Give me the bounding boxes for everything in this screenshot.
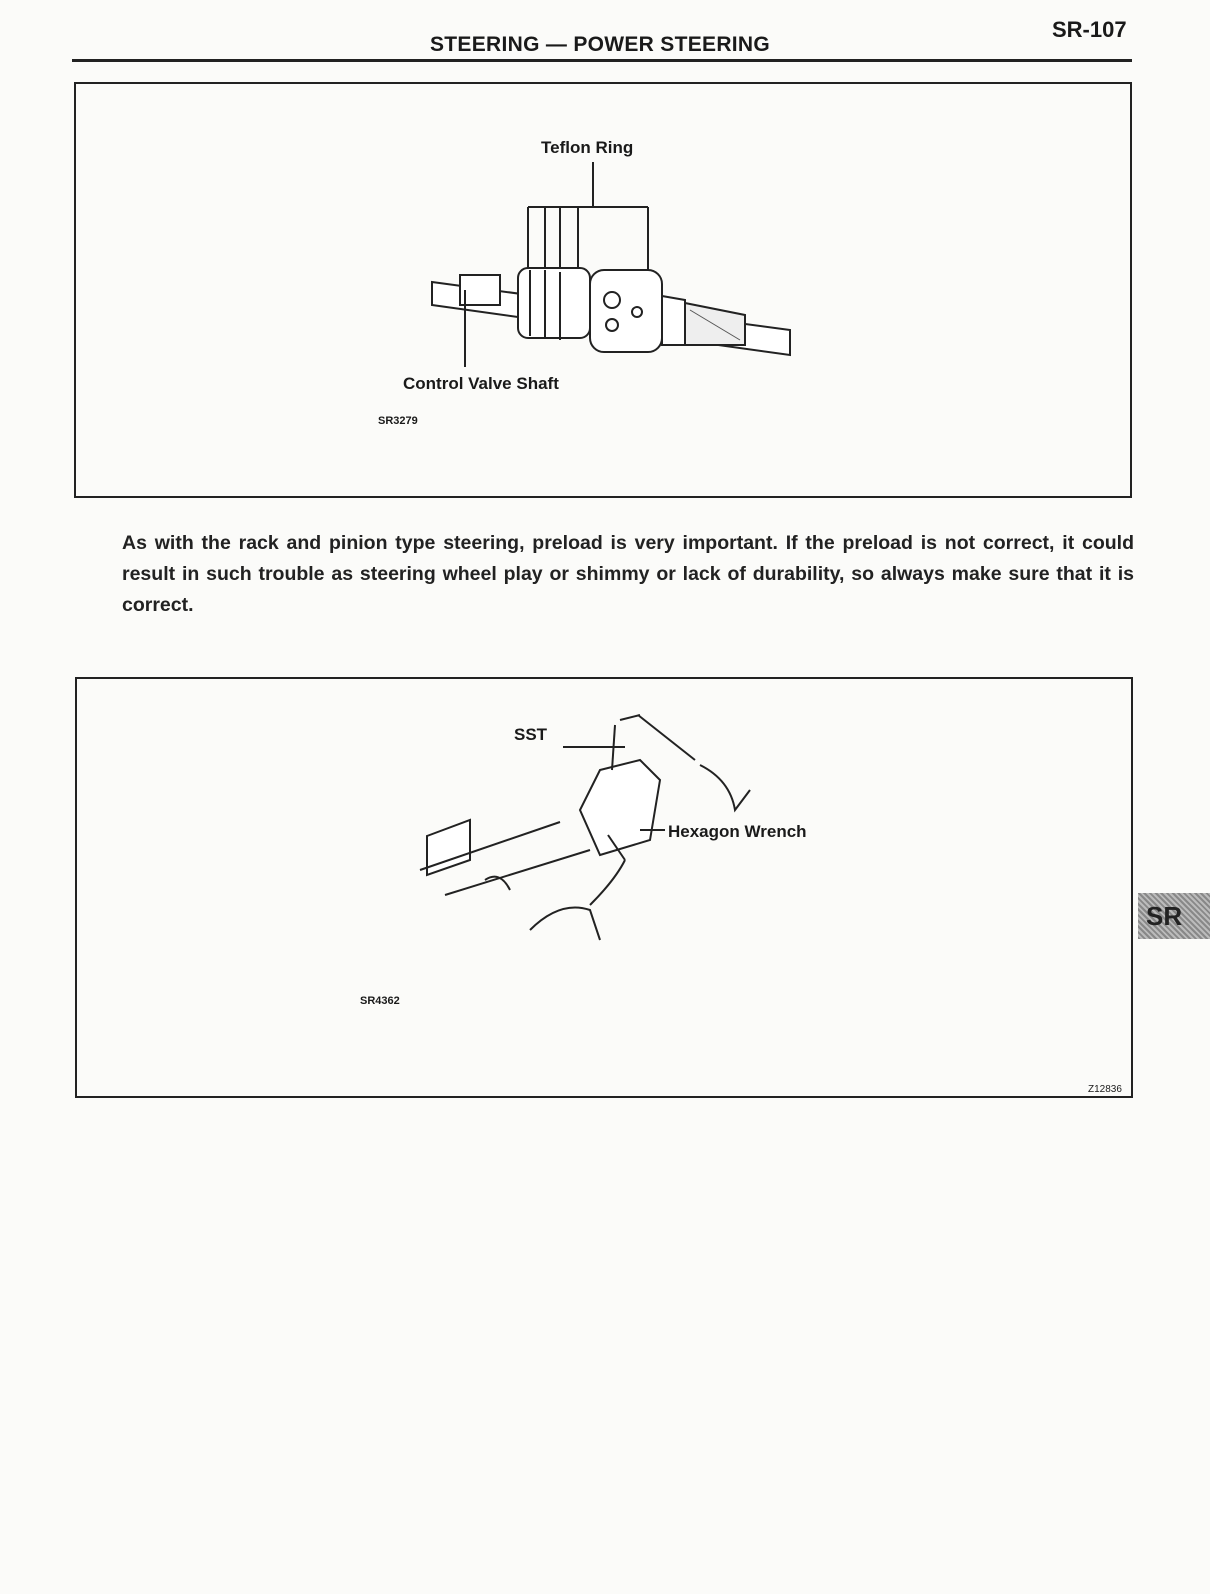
section-tab-label: SR [1146, 901, 1183, 931]
teflon-ring-label: Teflon Ring [541, 138, 634, 157]
hexagon-wrench-label: Hexagon Wrench [668, 822, 807, 841]
figure-code: SR3279 [378, 415, 418, 427]
corner-code: Z12836 [1088, 1084, 1122, 1095]
section-title: STEERING — POWER STEERING [430, 33, 771, 56]
control-valve-shaft-label: Control Valve Shaft [403, 374, 559, 393]
section-tab [1138, 893, 1210, 939]
body-paragraph: As with the rack and pinion type steering, preload is very important. If the preload is not correct, it could result in such trouble as steering wheel play or shimmy or lack of durability, so always make sure that it is correct. [122, 532, 1134, 616]
sst-label: SST [514, 725, 548, 744]
page-number: SR-107 [1052, 17, 1127, 42]
figure-code: SR4362 [360, 995, 400, 1007]
